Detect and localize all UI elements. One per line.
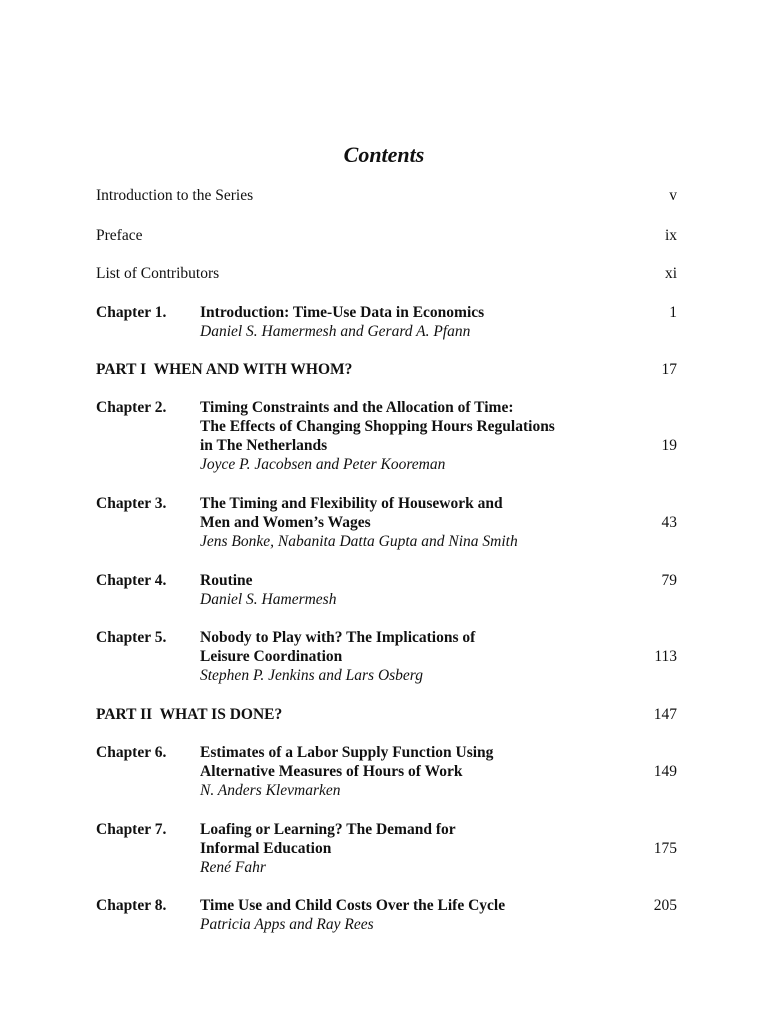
- page-number: 43: [661, 514, 677, 531]
- chapter-label: Chapter 2.: [96, 399, 167, 416]
- chapter-title-line: Loafing or Learning? The Demand for: [200, 821, 456, 838]
- part-title: PART I WHEN AND WITH WHOM?: [96, 361, 353, 378]
- chapter-title: Routine: [200, 572, 253, 589]
- chapter-label: Chapter 7.: [96, 821, 167, 838]
- toc-entry-part-2: [96, 705, 677, 724]
- chapter-label: Chapter 3.: [96, 495, 167, 512]
- toc-entry-chapter-8: [96, 896, 677, 934]
- chapter-title-line: The Effects of Changing Shopping Hours Regulations: [200, 418, 555, 435]
- part-title: PART II WHAT IS DONE?: [96, 706, 283, 723]
- toc-entry-part-1: [96, 360, 677, 379]
- page-number: 113: [654, 648, 677, 665]
- toc-entry-contributors: [96, 264, 677, 283]
- page-number: 147: [653, 706, 677, 723]
- contents-title: Contents: [343, 142, 425, 167]
- page-number: 175: [653, 840, 677, 857]
- chapter-title-line: Estimates of a Labor Supply Function Using: [200, 744, 494, 761]
- page-number: 19: [661, 437, 677, 454]
- entry-title: Introduction to the Series: [96, 187, 254, 204]
- toc-entry-preface: [96, 226, 677, 245]
- toc-entry-chapter-2: [96, 398, 677, 474]
- chapter-authors: N. Anders Klevmarken: [200, 782, 341, 799]
- chapter-title-line: Men and Women’s Wages: [200, 514, 371, 531]
- page-number: ix: [664, 227, 677, 244]
- toc-entry-chapter-3: [96, 494, 677, 551]
- chapter-label: Chapter 8.: [96, 897, 167, 914]
- chapter-title: Introduction: Time-Use Data in Economics: [200, 304, 485, 321]
- entry-title: List of Contributors: [96, 265, 220, 282]
- chapter-title-line: The Timing and Flexibility of Housework and: [200, 495, 503, 512]
- toc-entry-chapter-1: [96, 303, 677, 341]
- page-number: v: [669, 187, 677, 204]
- chapter-title-line: Nobody to Play with? The Implications of: [200, 629, 476, 646]
- page-number: 205: [653, 897, 677, 914]
- toc-entry-chapter-7: [96, 820, 677, 877]
- chapter-label: Chapter 4.: [96, 572, 167, 589]
- chapter-authors: Joyce P. Jacobsen and Peter Kooreman: [200, 456, 446, 473]
- chapter-authors: Jens Bonke, Nabanita Datta Gupta and Nina Smith: [200, 533, 518, 550]
- chapter-authors: René Fahr: [200, 859, 266, 876]
- chapter-label: Chapter 1.: [96, 304, 167, 321]
- toc-entry-chapter-5: [96, 628, 677, 685]
- chapter-authors: Stephen P. Jenkins and Lars Osberg: [200, 667, 424, 684]
- chapter-title: Time Use and Child Costs Over the Life Cycle: [200, 897, 506, 914]
- chapter-authors: Patricia Apps and Ray Rees: [200, 916, 374, 933]
- page-number: 149: [653, 763, 677, 780]
- chapter-title-line: Timing Constraints and the Allocation of Time:: [200, 399, 514, 416]
- entry-title: Preface: [96, 227, 143, 244]
- toc-entry-chapter-4: [96, 571, 677, 609]
- chapter-title-line: in The Netherlands: [200, 437, 328, 454]
- chapter-label: Chapter 5.: [96, 629, 167, 646]
- page-number: xi: [664, 265, 677, 282]
- chapter-title-line: Informal Education: [200, 840, 332, 857]
- page-number: 79: [661, 572, 677, 589]
- chapter-authors: Daniel S. Hamermesh and Gerard A. Pfann: [200, 323, 471, 340]
- chapter-label: Chapter 6.: [96, 744, 167, 761]
- page-number: 1: [669, 304, 677, 321]
- chapter-authors: Daniel S. Hamermesh: [200, 591, 337, 608]
- chapter-title-line: Alternative Measures of Hours of Work: [200, 763, 463, 780]
- chapter-title-line: Leisure Coordination: [200, 648, 343, 665]
- toc-entry-introduction-series: [96, 186, 677, 205]
- toc-entry-chapter-6: [96, 743, 677, 800]
- page-number: 17: [661, 361, 677, 378]
